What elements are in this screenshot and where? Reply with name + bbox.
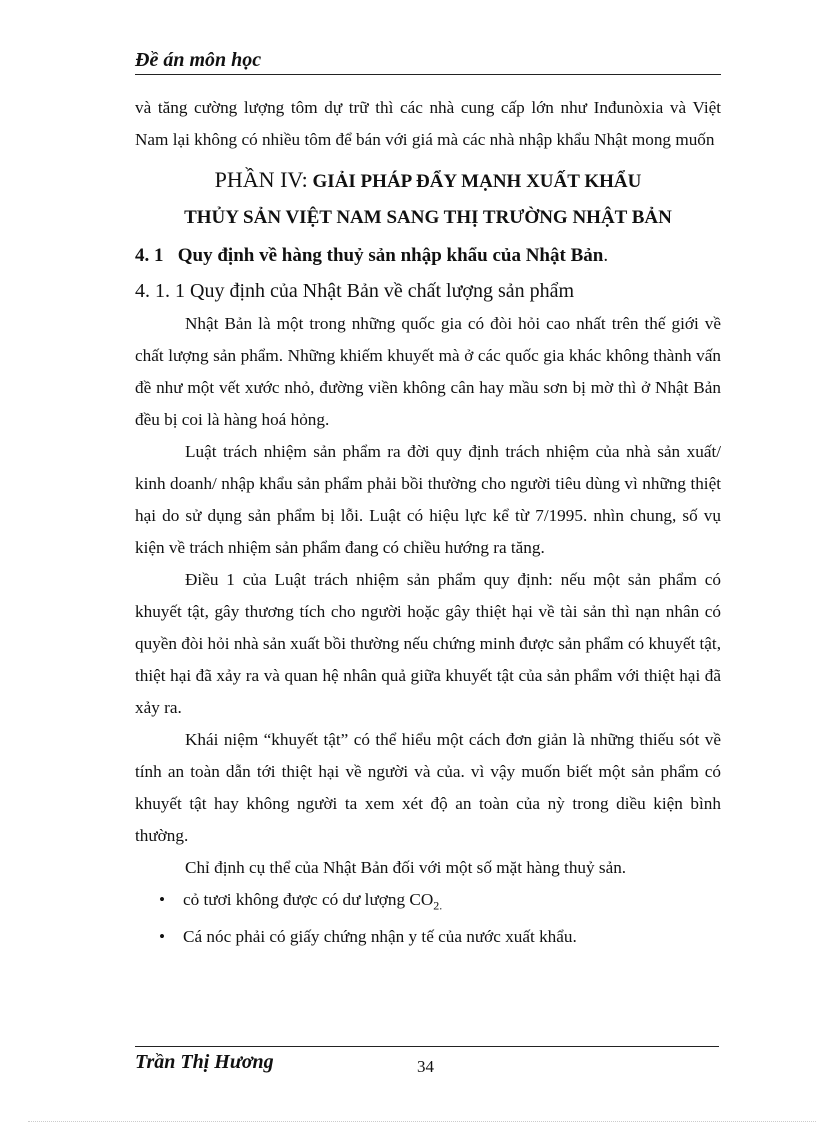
paragraph-defect-concept: Khái niệm “khuyết tật” có thể hiểu một cách đơn giản là những thiếu sót về tính an toàn dẫn tới thiệt hại về người và của. vì vậy muốn biết một sản phẩm có khuyết tật hay không người ta xem xét độ an toàn của nỳ trong diều kiện bình thường. <box>135 730 721 845</box>
part-heading <box>135 162 721 236</box>
section-heading <box>135 240 721 272</box>
part-heading-line2: THỦY SẢN VIỆT NAM SANG THỊ TRƯỜNG NHẬT BẢN <box>184 207 672 228</box>
list-item <box>135 921 721 953</box>
page-header-title: Đề án môn học <box>135 49 721 75</box>
list-item-text: cỏ tươi không được có dư lượng CO <box>183 890 434 909</box>
subsection-heading: 4. 1. 1 Quy định của Nhật Bản về chất lượng sản phẩm <box>135 280 575 302</box>
footer-author: Trần Thị Hương <box>135 1051 274 1073</box>
bullet-icon: • <box>159 927 166 947</box>
page-edge-divider <box>28 1121 816 1122</box>
list-item-subscript: 2. <box>433 898 443 913</box>
paragraph-specific-rules: Chỉ định cụ thể của Nhật Bản đối với một số mặt hàng thuỷ sản. <box>185 858 627 877</box>
paragraph-quality: Nhật Bản là một trong những quốc gia có đòi hỏi cao nhất trên thế giới về chất lượng sản phẩm. Những khiếm khuyết mà ở các quốc gia khác không thành vấn đề như một vết xước nhỏ, đường viền không cân hay mầu sơn bị mờ thì ở Nhật Bản đều bị coi là hàng hoá hỏng. <box>135 314 721 429</box>
section-title: Quy định về hàng thuỷ sản nhập khẩu của Nhật Bản <box>177 245 604 266</box>
part-heading-lead: PHẦN IV: <box>214 167 308 192</box>
bullet-icon: • <box>159 890 166 909</box>
list-item <box>135 884 721 921</box>
page-number: 34 <box>417 1057 434 1076</box>
seafood-rules-list <box>135 884 721 953</box>
section-end: . <box>603 245 609 266</box>
paragraph-liability-law: Luật trách nhiệm sản phẩm ra đời quy định trách nhiệm của nhà sản xuất/ kinh doanh/ nhập khẩu sản phẩm phải bồi thường cho người tiêu dùng vì những thiệt hại do sử dụng sản phẩm bị lỗi. Luật có hiệu lực kể từ 7/1995. nhìn chung, số vụ kiện về trách nhiệm sản phẩm đang có chiều hướng ra tăng. <box>135 442 721 557</box>
list-item-text: Cá nóc phải có giấy chứng nhận y tế của nước xuất khẩu. <box>183 927 577 947</box>
page-body <box>135 92 721 953</box>
part-heading-line1: GIẢI PHÁP ĐẨY MẠNH XUẤT KHẨU <box>312 171 642 192</box>
paragraph-continuation: và tăng cường lượng tôm dự trữ thì các nhà cung cấp lớn như Inđunòxia và Việt Nam lại không có nhiều tôm để bán với giá mà các nhà nhập khẩu Nhật mong muốn <box>135 98 721 149</box>
page-footer <box>135 1046 719 1076</box>
paragraph-article-1: Điều 1 của Luật trách nhiệm sản phẩm quy định: nếu một sản phẩm có khuyết tật, gây thương tích cho người hoặc gây thiệt hại về tài sản thì nạn nhân có quyền đòi hỏi nhà sản xuất bồi thường nếu chứng minh được sản phẩm có khuyết tật, thiệt hại đã xảy ra và quan hệ nhân quả giữa khuyết tật của sản phẩm với thiệt hại đã xảy ra. <box>135 570 721 717</box>
section-number: 4. 1 <box>135 245 164 266</box>
